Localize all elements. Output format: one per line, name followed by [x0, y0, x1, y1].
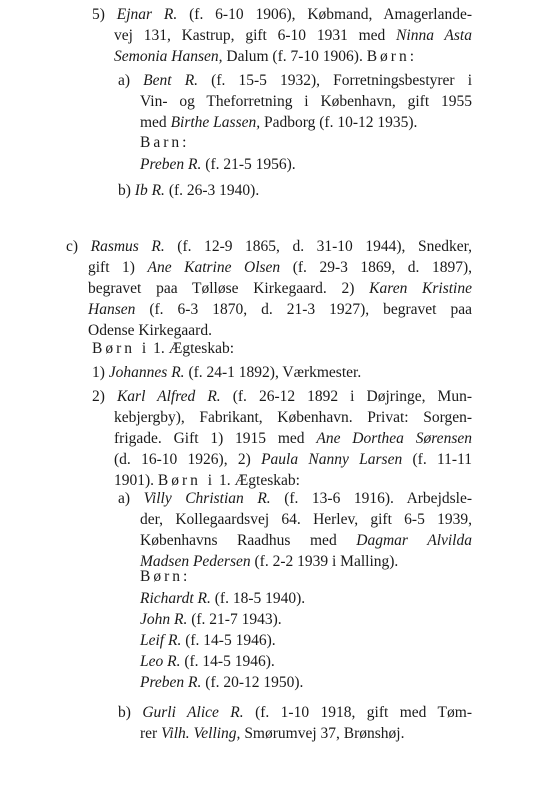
text-line: c) Rasmus R. (f. 12-9 1865, d. 31-10 1944), Snedker, — [66, 238, 473, 255]
text-line: kebjergby), Fabrikant, København. Privat: Sorgen- — [114, 409, 472, 426]
text-line: b) Gurli Alice R. (f. 1-10 1918, gift med Tøm- — [118, 704, 472, 721]
entry-2b-gurli — [118, 702, 472, 744]
child-preben: Preben R. (f. 21-5 1956). — [140, 156, 296, 173]
grandchild-john: John R. (f. 21-7 1943). — [140, 611, 282, 628]
text-line: Odense Kirkegaard. — [88, 322, 212, 339]
children-first-marriage-heading: Børn i 1. Ægteskab: — [92, 340, 234, 357]
text-line: gift 1) Ane Katrine Olsen (f. 29-3 1869, d. 1897), — [88, 259, 472, 276]
text-line: Vin- og Theforretning i København, gift 1955 — [140, 93, 472, 110]
text-line: vej 131, Kastrup, gift 6-10 1931 med Ninna Asta — [114, 27, 472, 44]
text-line: rer Vilh. Velling, Smørumvej 37, Brønshøj. — [140, 725, 405, 742]
text-line: a) Villy Christian R. (f. 13-6 1916). Arbejdsle- — [118, 490, 473, 507]
text-line: frigade. Gift 1) 1915 med Ane Dorthea Sørensen — [114, 430, 472, 447]
entry-5-ejnar — [92, 4, 472, 67]
text-line: 5) Ejnar R. (f. 6-10 1906), Købmand, Amagerlande- — [92, 6, 472, 23]
text-line: 2) Karl Alfred R. (f. 26-12 1892 i Døjringe, Mun- — [92, 388, 472, 405]
entry-c-rasmus — [66, 236, 472, 341]
text-line: med Birthe Lassen, Padborg (f. 10-12 1935). — [140, 114, 418, 131]
text-line: der, Kollegaardsvej 64. Herlev, gift 6-5 1939, — [140, 511, 472, 528]
text-line: a) Bent R. (f. 15-5 1932), Forretningsbestyrer i — [118, 72, 473, 89]
grandchildren-list — [140, 588, 305, 693]
text-line: Madsen Pedersen (f. 2-2 1939 i Malling). — [140, 553, 399, 570]
text-line: Københavns Raadhus med Dagmar Alvilda — [140, 532, 472, 549]
text-line: 1901). Børn i 1. Ægteskab: — [114, 472, 300, 489]
grandchild-leo: Leo R. (f. 14-5 1946). — [140, 653, 275, 670]
text-line: begravet paa Tølløse Kirkegaard. 2) Karen Kristine — [88, 280, 472, 297]
text-line: Semonia Hansen, Dalum (f. 7-10 1906). Børn: — [114, 48, 418, 65]
entry-2a-villy — [118, 488, 472, 572]
entry-1-johannes: 1) Johannes R. (f. 24-1 1892), Værkmester. — [92, 364, 362, 381]
children-heading: Barn: — [140, 134, 190, 151]
grandchild-richardt: Richardt R. (f. 18-5 1940). — [140, 590, 306, 607]
entry-5a-bent — [118, 70, 472, 133]
grandchild-preben: Preben R. (f. 20-12 1950). — [140, 674, 304, 691]
grandchildren-heading: Børn: — [140, 568, 191, 585]
grandchild-leif: Leif R. (f. 14-5 1946). — [140, 632, 276, 649]
text-line: (d. 16-10 1926), 2) Paula Nanny Larsen (f. 11-11 — [114, 451, 472, 468]
entry-2-karl-alfred — [92, 386, 472, 491]
entry-5b-ib: b) Ib R. (f. 26-3 1940). — [118, 182, 260, 199]
text-line: Hansen (f. 6-3 1870, d. 21-3 1927), begravet paa — [88, 301, 472, 318]
